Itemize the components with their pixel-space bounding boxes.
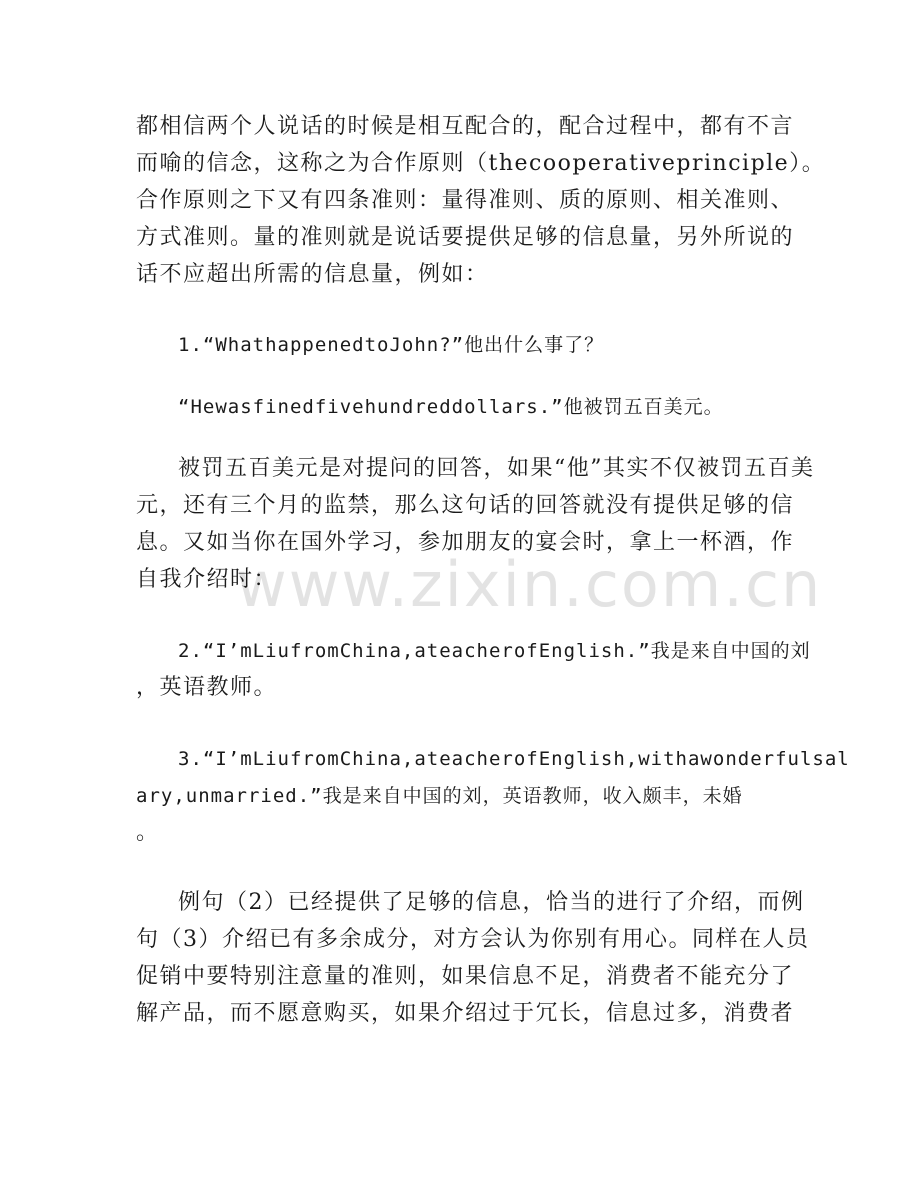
paragraph-line: 自我介绍时： xyxy=(136,567,278,592)
paragraph-line: 方式准则。量的准则就是说话要提供足够的信息量，另外所说的 xyxy=(136,225,795,250)
paragraph-line: 合作原则之下又有四条准则：量得准则、质的原则、相关准则、 xyxy=(136,188,795,213)
paragraph-line: 而喻的信念，这称之为合作原则（thecooperativeprinciple）。 xyxy=(136,151,826,176)
paragraph-line: 元，还有三个月的监禁，那么这句话的回答就没有提供足够的信 xyxy=(136,493,795,518)
example-question: 1.“WhathappenedtoJohn?”他出什么事了？ xyxy=(178,334,605,356)
paragraph-line: 解产品，而不愿意购买，如果介绍过于冗长，信息过多，消费者 xyxy=(136,1001,795,1026)
paragraph-line: 息。又如当你在国外学习，参加朋友的宴会时，拿上一杯酒，作 xyxy=(136,530,795,555)
example-line: ，英语教师。 xyxy=(136,675,278,700)
example-line: 。 xyxy=(136,820,160,845)
paragraph-line: 例句（2）已经提供了足够的信息，恰当的进行了介绍，而例 xyxy=(178,890,805,915)
paragraph-line: 促销中要特别注意量的准则，如果信息不足，消费者不能充分了 xyxy=(136,964,795,989)
watermark: www.zixin.com.cn xyxy=(236,548,823,621)
example-line: 2.“I’mLiufromChina,ateacherofEnglish.”我是来自中国的刘 xyxy=(178,640,811,662)
example-answer: “Hewasfinedfivehundreddollars.”他被罚五百美元。 xyxy=(178,396,724,418)
example-line: 3.“I’mLiufromChina,ateacherofEnglish,withawonderfulsal xyxy=(178,748,850,770)
paragraph-line: 被罚五百美元是对提问的回答，如果“他”其实不仅被罚五百美 xyxy=(178,456,815,481)
example-line: ary,unmarried.”我是来自中国的刘，英语教师，收入颇丰，未婚 xyxy=(136,785,743,807)
paragraph-line: 句（3）介绍已有多余成分，对方会认为你别有用心。同样在人员 xyxy=(136,927,810,952)
paragraph-line: 话不应超出所需的信息量，例如： xyxy=(136,262,489,287)
paragraph-line: 都相信两个人说话的时候是相互配合的，配合过程中，都有不言 xyxy=(136,114,795,139)
